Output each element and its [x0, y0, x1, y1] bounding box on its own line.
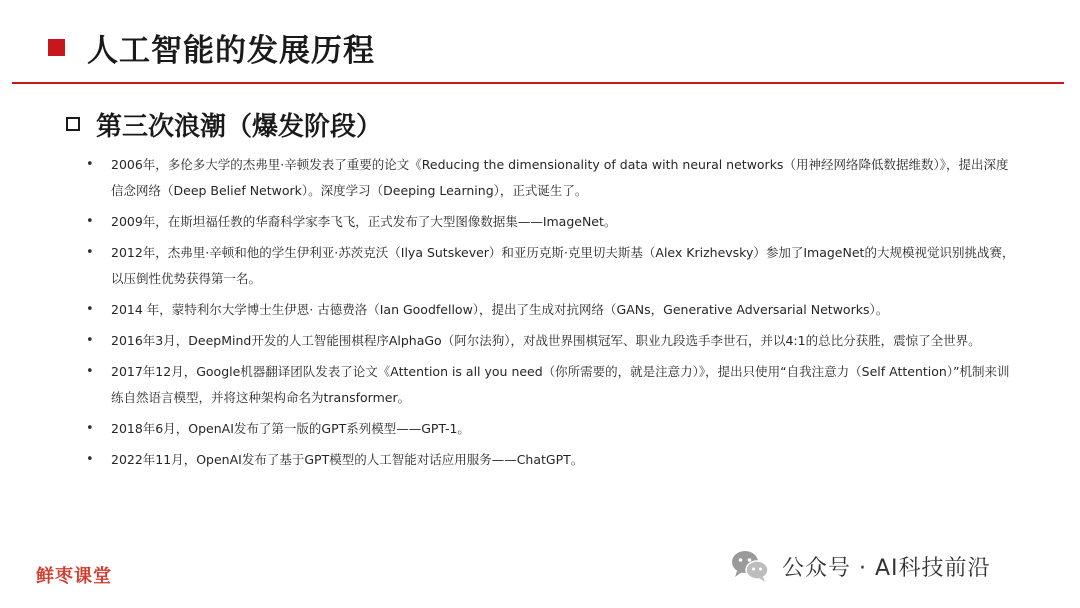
list-item-text: 2017年12月，Google机器翻译团队发表了论文《Attention is all you need（你所需要的，就是注意力）》，提出只使用“自我注意力（Self Attention）”机制来训练自然语言模型，并将这种架构命名为transformer。: [111, 364, 1010, 405]
wechat-icon: [730, 549, 770, 583]
bullet-icon: •: [86, 421, 94, 436]
footer-brand: 鲜枣课堂: [36, 566, 112, 587]
title-row: [48, 22, 375, 72]
bullet-icon: •: [86, 302, 94, 317]
list-item: [86, 328, 1016, 354]
list-item-text: 2022年11月，OpenAI发布了基于GPT模型的人工智能对话应用服务——ChatGPT。: [111, 452, 584, 467]
footer-watermark: [730, 548, 991, 584]
list-item: [86, 240, 1016, 292]
section-title: 第三次浪潮（爆发阶段）: [96, 111, 383, 142]
title-marker-square: [48, 39, 65, 56]
list-item: [86, 416, 1016, 442]
section-heading-row: [66, 104, 382, 144]
page-title: 人工智能的发展历程: [87, 32, 375, 69]
bullet-icon: •: [86, 364, 94, 379]
list-item-text: 2014 年，蒙特利尔大学博士生伊恩· 古德费洛（Ian Goodfellow），提出了生成对抗网络（GANs，Generative Adversarial Networks）。: [111, 302, 889, 317]
list-item-text: 2012年，杰弗里·辛顿和他的学生伊利亚·苏茨克沃（Ilya Sutskever）和亚历克斯·克里切夫斯基（Alex Krizhevsky）参加了ImageNet的大规模视觉识别挑战赛，以压倒性优势获得第一名。: [111, 245, 1015, 286]
bullet-icon: •: [86, 452, 94, 467]
event-list: [86, 152, 1016, 478]
list-item: [86, 447, 1016, 473]
list-item-text: 2006年，多伦多大学的杰弗里·辛顿发表了重要的论文《Reducing the dimensionality of data with neural networks（用神经网络降低数据维数）》，提出深度信念网络（Deep Belief Network）。深度学习（Deeping Learning），正式诞生了。: [111, 157, 1009, 198]
bullet-icon: •: [86, 157, 94, 172]
bullet-icon: •: [86, 214, 94, 229]
watermark-text: 公众号 · AI科技前沿: [782, 555, 991, 581]
list-item: [86, 209, 1016, 235]
bullet-icon: •: [86, 333, 94, 348]
list-item: [86, 152, 1016, 204]
section-marker-square: [66, 117, 80, 131]
bullet-icon: •: [86, 245, 94, 260]
list-item: [86, 359, 1016, 411]
list-item-text: 2016年3月，DeepMind开发的人工智能围棋程序AlphaGo（阿尔法狗），对战世界围棋冠军、职业九段选手李世石，并以4:1的总比分获胜，震惊了全世界。: [111, 333, 981, 348]
list-item-text: 2009年，在斯坦福任教的华裔科学家李飞飞，正式发布了大型图像数据集——ImageNet。: [111, 214, 617, 229]
list-item-text: 2018年6月，OpenAI发布了第一版的GPT系列模型——GPT-1。: [111, 421, 470, 436]
list-item: [86, 297, 1016, 323]
title-divider: [12, 82, 1064, 84]
